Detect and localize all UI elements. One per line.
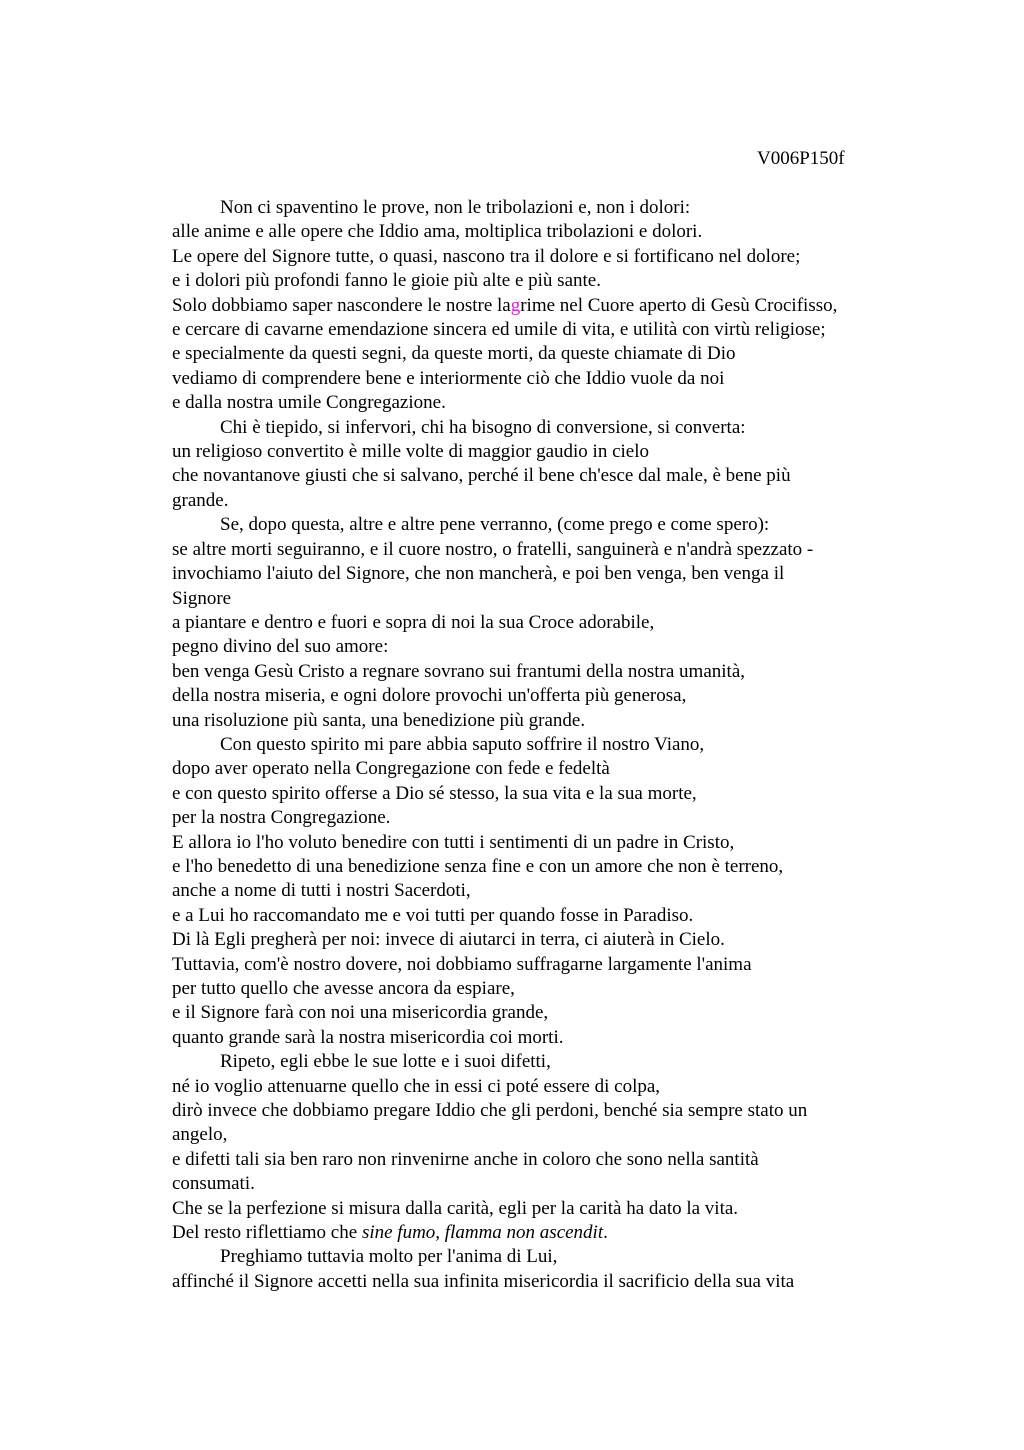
paragraph-line: anche a nome di tutti i nostri Sacerdoti, [172,880,471,902]
highlighted-letter: g [510,294,521,316]
paragraph-line: Ripeto, egli ebbe le sue lotte e i suoi difetti, [220,1051,551,1073]
paragraph-line: a piantare e dentro e fuori e sopra di noi la sua Croce adorabile, [172,611,655,633]
paragraph-line: affinché il Signore accetti nella sua infinita misericordia il sacrificio della sua vita [172,1270,795,1292]
latin-quote: sine fumo, flamma non ascendit [361,1222,604,1244]
paragraph-line: alle anime e alle opere che Iddio ama, moltiplica tribolazioni e dolori. [172,221,703,243]
document-body [172,196,892,1294]
paragraph-line: una risoluzione più santa, una benedizione più grande. [172,709,586,731]
paragraph-line: dopo aver operato nella Congregazione con fede e fedeltà [172,758,610,780]
line-segment: . [603,1222,608,1244]
paragraph-line: Se, dopo questa, altre e altre pene verranno, (come prego e come spero): [220,514,770,536]
paragraph-line: E allora io l'ho voluto benedire con tutti i sentimenti di un padre in Cristo, [172,831,735,853]
paragraph-line [172,294,892,318]
paragraph-line: pegno divino del suo amore: [172,636,389,658]
paragraph-line: e cercare di cavarne emendazione sincera ed umile di vita, e utilità con virtù religiose; [172,319,826,341]
paragraph-line: ben venga Gesù Cristo a regnare sovrano sui frantumi della nostra umanità, [172,660,745,682]
paragraph-line: se altre morti seguiranno, e il cuore nostro, o fratelli, sanguinerà e n'andrà spezzato - [172,538,814,560]
paragraph-line: vediamo di comprendere bene e interiormente ciò che Iddio vuole da noi [172,367,725,389]
page-identifier: V006P150f [757,148,845,169]
line-segment: Del resto riflettiamo che [172,1222,362,1244]
paragraph-line: Preghiamo tuttavia molto per l'anima di Lui, [220,1246,558,1268]
paragraph-line: per tutto quello che avesse ancora da espiare, [172,978,515,999]
paragraph-line: angelo, [172,1124,228,1146]
paragraph-line: e specialmente da questi segni, da queste morti, da queste chiamate di Dio [172,343,736,365]
paragraph-line: e l'ho benedetto di una benedizione senza fine e con un amore che non è terreno, [172,855,784,877]
paragraph-line: e difetti tali sia ben raro non rinvenirne anche in coloro che sono nella santità [172,1148,759,1170]
paragraph-line: grande. [172,489,229,511]
paragraph-line: consumati. [172,1173,255,1195]
paragraph-line: e con questo spirito offerse a Dio sé stesso, la sua vita e la sua morte, [172,782,697,804]
line-segment: rime nel Cuore aperto di Gesù Crocifisso, [520,294,838,316]
paragraph-line: un religioso convertito è mille volte di maggior gaudio in cielo [172,441,650,463]
paragraph-line: per la nostra Congregazione. [172,807,391,829]
paragraph-line: e a Lui ho raccomandato me e voi tutti per quando fosse in Paradiso. [172,904,694,926]
paragraph-line: e i dolori più profondi fanno le gioie più alte e più sante. [172,270,601,292]
paragraph-line: e il Signore farà con noi una misericordia grande, [172,1002,549,1024]
paragraph-line: e dalla nostra umile Congregazione. [172,392,446,414]
line-segment: Solo dobbiamo saper nascondere le nostre la [172,294,511,316]
paragraph-line: invochiamo l'aiuto del Signore, che non mancherà, e poi ben venga, ben venga il [172,563,785,585]
paragraph-line: della nostra miseria, e ogni dolore provochi un'offerta più generosa, [172,685,687,707]
paragraph-line: Le opere del Signore tutte, o quasi, nascono tra il dolore e si fortificano nel dolore; [172,245,801,267]
paragraph-line: quanto grande sarà la nostra misericordia coi morti. [172,1026,564,1048]
paragraph-line: Chi è tiepido, si infervori, chi ha bisogno di conversione, si converta: [220,416,746,438]
paragraph-line: Tuttavia, com'è nostro dovere, noi dobbiamo suffragarne largamente l'anima [172,953,752,975]
paragraph-line: che novantanove giusti che si salvano, perché il bene ch'esce dal male, è bene più [172,465,791,487]
paragraph-line: Signore [172,587,232,609]
paragraph-line [172,1221,892,1245]
paragraph-line: Con questo spirito mi pare abbia saputo soffrire il nostro Viano, [220,733,705,755]
paragraph-line: dirò invece che dobbiamo pregare Iddio che gli perdoni, benché sia sempre stato un [172,1100,808,1122]
paragraph-line: Non ci spaventino le prove, non le tribolazioni e, non i dolori: [220,197,691,218]
paragraph-line: né io voglio attenuarne quello che in essi ci poté essere di colpa, [172,1075,661,1097]
paragraph-line: Di là Egli pregherà per noi: invece di aiutarci in terra, ci aiuterà in Cielo. [172,929,725,951]
paragraph-line: Che se la perfezione si misura dalla carità, egli per la carità ha dato la vita. [172,1197,739,1219]
